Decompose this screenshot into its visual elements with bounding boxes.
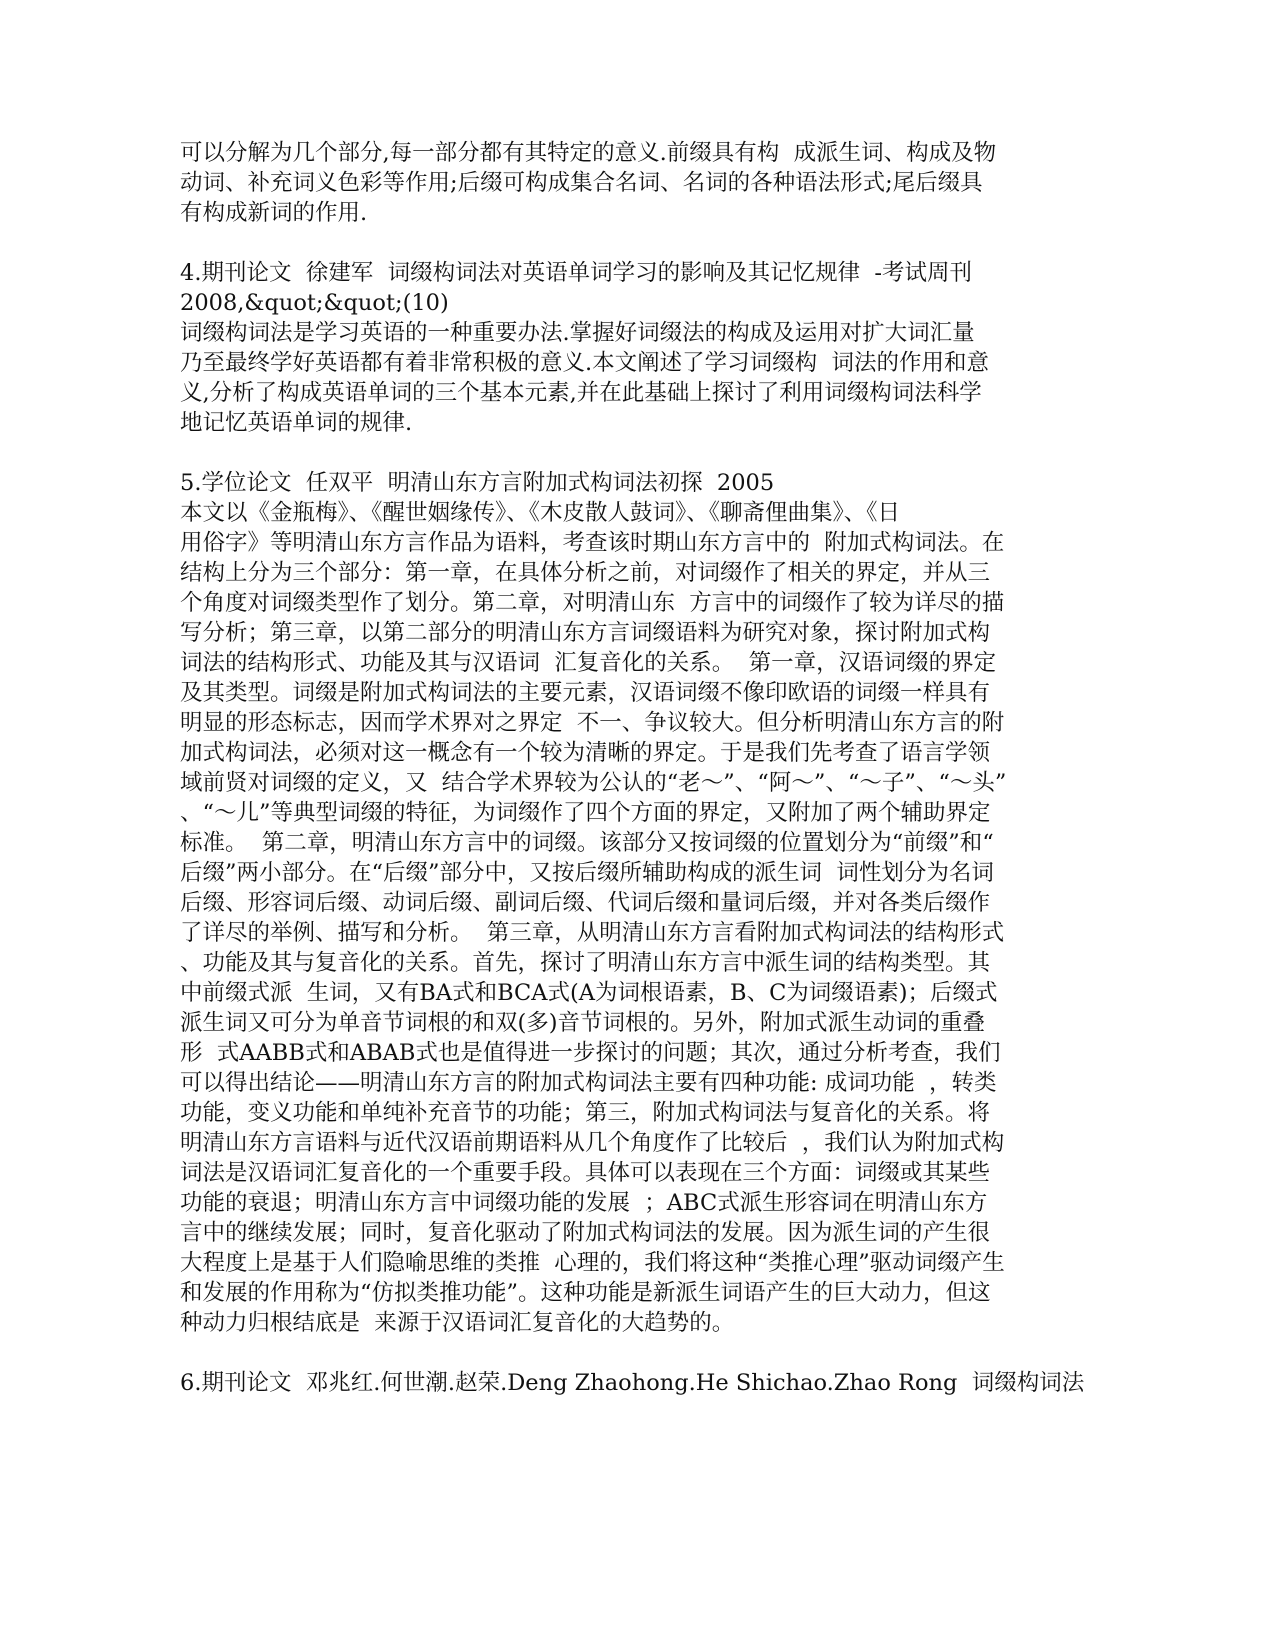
abstract-line: 功能，变义功能和单纯补充音节的功能；第三，附加式构词法与复音化的关系。将 xyxy=(180,1100,991,1126)
abstract-line: 域前贤对词缀的定义，又 结合学术界较为公认的“老～”、“阿～”、“～子”、“～头” xyxy=(180,770,1007,796)
abstract-line: 及其类型。词缀是附加式构词法的主要元素，汉语词缀不像印欧语的词缀一样具有 xyxy=(180,680,991,706)
abstract-line: 大程度上是基于人们隐喻思维的类推 心理的，我们将这种“类推心理”驱动词缀产生 xyxy=(180,1250,1005,1276)
entry-heading: 2008,&quot;&quot;(10) xyxy=(180,290,449,316)
reference-entry-5 xyxy=(180,468,1040,1338)
paragraph-gap xyxy=(180,228,1040,258)
abstract-line: 加式构词法，必须对这一概念有一个较为清晰的界定。于是我们先考查了语言学领 xyxy=(180,740,991,766)
text-line: 动词、补充词义色彩等作用;后缀可构成集合名词、名词的各种语法形式;尾后缀具 xyxy=(180,170,983,196)
intro-paragraph xyxy=(180,138,1040,228)
abstract-line: 乃至最终学好英语都有着非常积极的意义.本文阐述了学习词缀构 词法的作用和意 xyxy=(180,350,989,376)
abstract-line: 、“～儿”等典型词缀的特征，为词缀作了四个方面的界定，又附加了两个辅助界定 xyxy=(180,800,991,826)
abstract-line: 、功能及其与复音化的关系。首先，探讨了明清山东方言中派生词的结构类型。其 xyxy=(180,950,991,976)
entry-heading: 6.期刊论文 邓兆红.何世潮.赵荣.Deng Zhaohong.He Shichao.Zhao Rong 词缀构词法 xyxy=(180,1370,1085,1396)
abstract-line: 和发展的作用称为“仿拟类推功能”。这种功能是新派生词语产生的巨大动力，但这 xyxy=(180,1280,991,1306)
abstract-line: 种动力归根结底是 来源于汉语词汇复音化的大趋势的。 xyxy=(180,1310,735,1336)
entry-heading: 5.学位论文 任双平 明清山东方言附加式构词法初探 2005 xyxy=(180,470,775,496)
abstract-line: 明清山东方言语料与近代汉语前期语料从几个角度作了比较后 ，我们认为附加式构 xyxy=(180,1130,1005,1156)
entry-heading: 4.期刊论文 徐建军 词缀构词法对英语单词学习的影响及其记忆规律 -考试周刊 xyxy=(180,260,972,286)
reference-entry-6 xyxy=(180,1368,1085,1398)
abstract-line: 本文以《金瓶梅》、《醒世姻缘传》、《木皮散人鼓词》、《聊斋俚曲集》、《日 xyxy=(180,500,901,526)
abstract-line: 词缀构词法是学习英语的一种重要办法.掌握好词缀法的构成及运用对扩大词汇量 xyxy=(180,320,975,346)
abstract-line: 后缀、形容词后缀、动词后缀、副词后缀、代词后缀和量词后缀，并对各类后缀作 xyxy=(180,890,991,916)
text-line: 有构成新词的作用. xyxy=(180,200,368,226)
reference-entry-4 xyxy=(180,258,1040,438)
paragraph-gap xyxy=(180,438,1040,468)
abstract-line: 写分析；第三章，以第二部分的明清山东方言词缀语料为研究对象，探讨附加式构 xyxy=(180,620,991,646)
abstract-line: 个角度对词缀类型作了划分。第二章，对明清山东 方言中的词缀作了较为详尽的描 xyxy=(180,590,1005,616)
abstract-line: 后缀”两小部分。在“后缀”部分中，又按后缀所辅助构成的派生词 词性划分为名词 xyxy=(180,860,994,886)
abstract-line: 派生词又可分为单音节词根的和双(多)音节词根的。另外，附加式派生动词的重叠 xyxy=(180,1010,986,1036)
abstract-line: 言中的继续发展；同时，复音化驱动了附加式构词法的发展。因为派生词的产生很 xyxy=(180,1220,991,1246)
abstract-line: 中前缀式派 生词，又有BA式和BCA式(A为词根语素，B、C为词缀语素)；后缀式 xyxy=(180,980,998,1006)
abstract-line: 词法是汉语词汇复音化的一个重要手段。具体可以表现在三个方面：词缀或其某些 xyxy=(180,1160,991,1186)
paragraph-gap xyxy=(180,1338,1040,1368)
abstract-line: 可以得出结论——明清山东方言的附加式构词法主要有四种功能: 成词功能 ，转类 xyxy=(180,1070,997,1096)
abstract-line: 功能的衰退；明清山东方言中词缀功能的发展 ；ABC式派生形容词在明清山东方 xyxy=(180,1190,988,1216)
abstract-line: 词法的结构形式、功能及其与汉语词 汇复音化的关系。 第一章，汉语词缀的界定 xyxy=(180,650,997,676)
abstract-line: 形 式AABB式和ABAB式也是值得进一步探讨的问题；其次，通过分析考查，我们 xyxy=(180,1040,1001,1066)
abstract-line: 标准。 第二章，明清山东方言中的词缀。该部分又按词缀的位置划分为“前缀”和“ xyxy=(180,830,994,856)
abstract-line: 用俗字》等明清山东方言作品为语料，考查该时期山东方言中的 附加式构词法。在 xyxy=(180,530,1005,556)
document-page xyxy=(180,138,1085,1398)
abstract-line: 结构上分为三个部分：第一章，在具体分析之前，对词缀作了相关的界定，并从三 xyxy=(180,560,991,586)
abstract-line: 了详尽的举例、描写和分析。 第三章，从明清山东方言看附加式构词法的结构形式 xyxy=(180,920,1005,946)
abstract-line: 地记忆英语单词的规律. xyxy=(180,410,413,436)
abstract-line: 明显的形态标志，因而学术界对之界定 不一、争议较大。但分析明清山东方言的附 xyxy=(180,710,1005,736)
text-line: 可以分解为几个部分,每一部分都有其特定的意义.前缀具有构 成派生词、构成及物 xyxy=(180,140,997,166)
abstract-line: 义,分析了构成英语单词的三个基本元素,并在此基础上探讨了利用词缀构词法科学 xyxy=(180,380,982,406)
